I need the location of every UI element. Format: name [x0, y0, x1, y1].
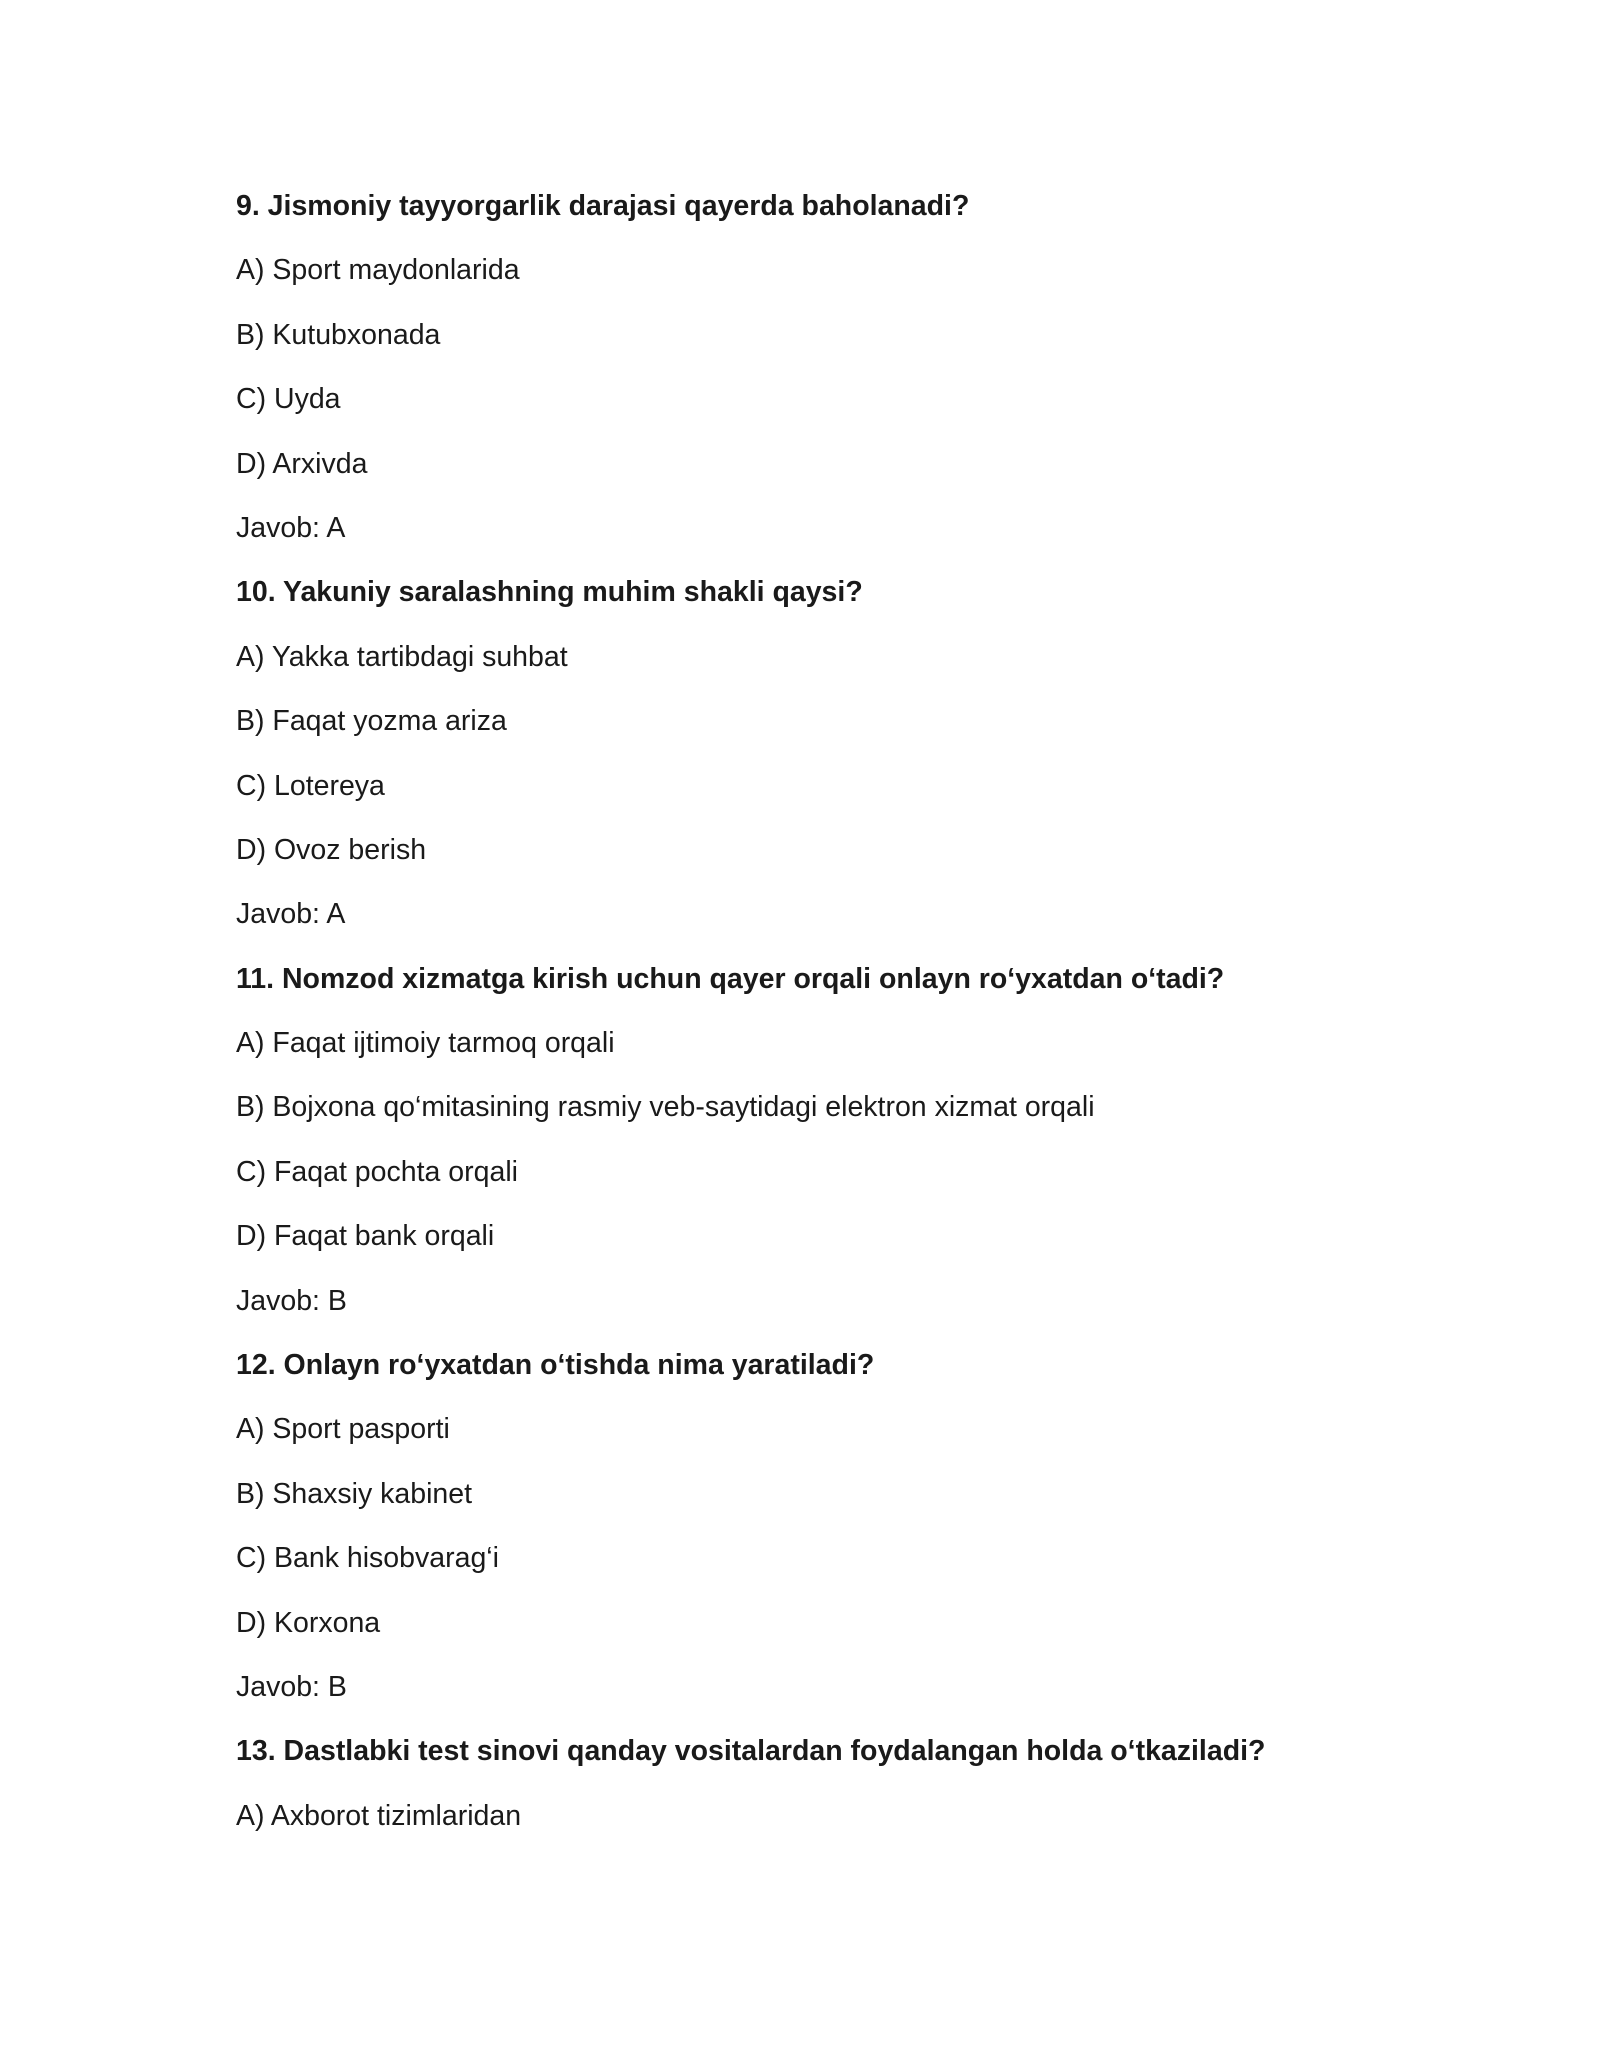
answer-option: C) Bank hisobvarag‘i	[236, 1542, 499, 1575]
answer-option: A) Axborot tizimlaridan	[236, 1799, 522, 1832]
answer-option: C) Lotereya	[236, 769, 385, 802]
answer-option: A) Sport pasporti	[236, 1413, 450, 1446]
answer-option: D) Ovoz berish	[236, 833, 427, 866]
correct-answer: Javob: B	[236, 1670, 347, 1703]
answer-option: D) Arxivda	[236, 447, 368, 480]
correct-answer: Javob: A	[236, 898, 346, 931]
answer-option: C) Uyda	[236, 383, 341, 416]
answer-option: D) Faqat bank orqali	[236, 1220, 495, 1253]
answer-option: B) Shaxsiy kabinet	[236, 1477, 473, 1510]
answer-option: A) Faqat ijtimoiy tarmoq orqali	[236, 1027, 615, 1060]
answer-option: B) Bojxona qo‘mitasining rasmiy veb-saytidagi elektron xizmat orqali	[236, 1091, 1095, 1124]
answer-option: B) Faqat yozma ariza	[236, 705, 507, 738]
question-title: 11. Nomzod xizmatga kirish uchun qayer orqali onlayn ro‘yxatdan o‘tadi?	[236, 962, 1225, 995]
answer-option: C) Faqat pochta orqali	[236, 1155, 518, 1188]
question-title: 9. Jismoniy tayyorgarlik darajasi qayerda baholanadi?	[236, 190, 970, 222]
question-title: 13. Dastlabki test sinovi qanday vositalardan foydalangan holda o‘tkaziladi?	[236, 1735, 1266, 1768]
answer-option: D) Korxona	[236, 1606, 381, 1639]
question-title: 10. Yakuniy saralashning muhim shakli qaysi?	[236, 576, 863, 609]
correct-answer: Javob: A	[236, 511, 346, 544]
question-title: 12. Onlayn ro‘yxatdan o‘tishda nima yaratiladi?	[236, 1349, 875, 1382]
answer-option: B) Kutubxonada	[236, 318, 441, 351]
correct-answer: Javob: B	[236, 1284, 347, 1317]
answer-option: A) Yakka tartibdagi suhbat	[236, 640, 568, 673]
answer-option: A) Sport maydonlarida	[236, 254, 520, 287]
quiz-content	[236, 186, 1416, 1860]
